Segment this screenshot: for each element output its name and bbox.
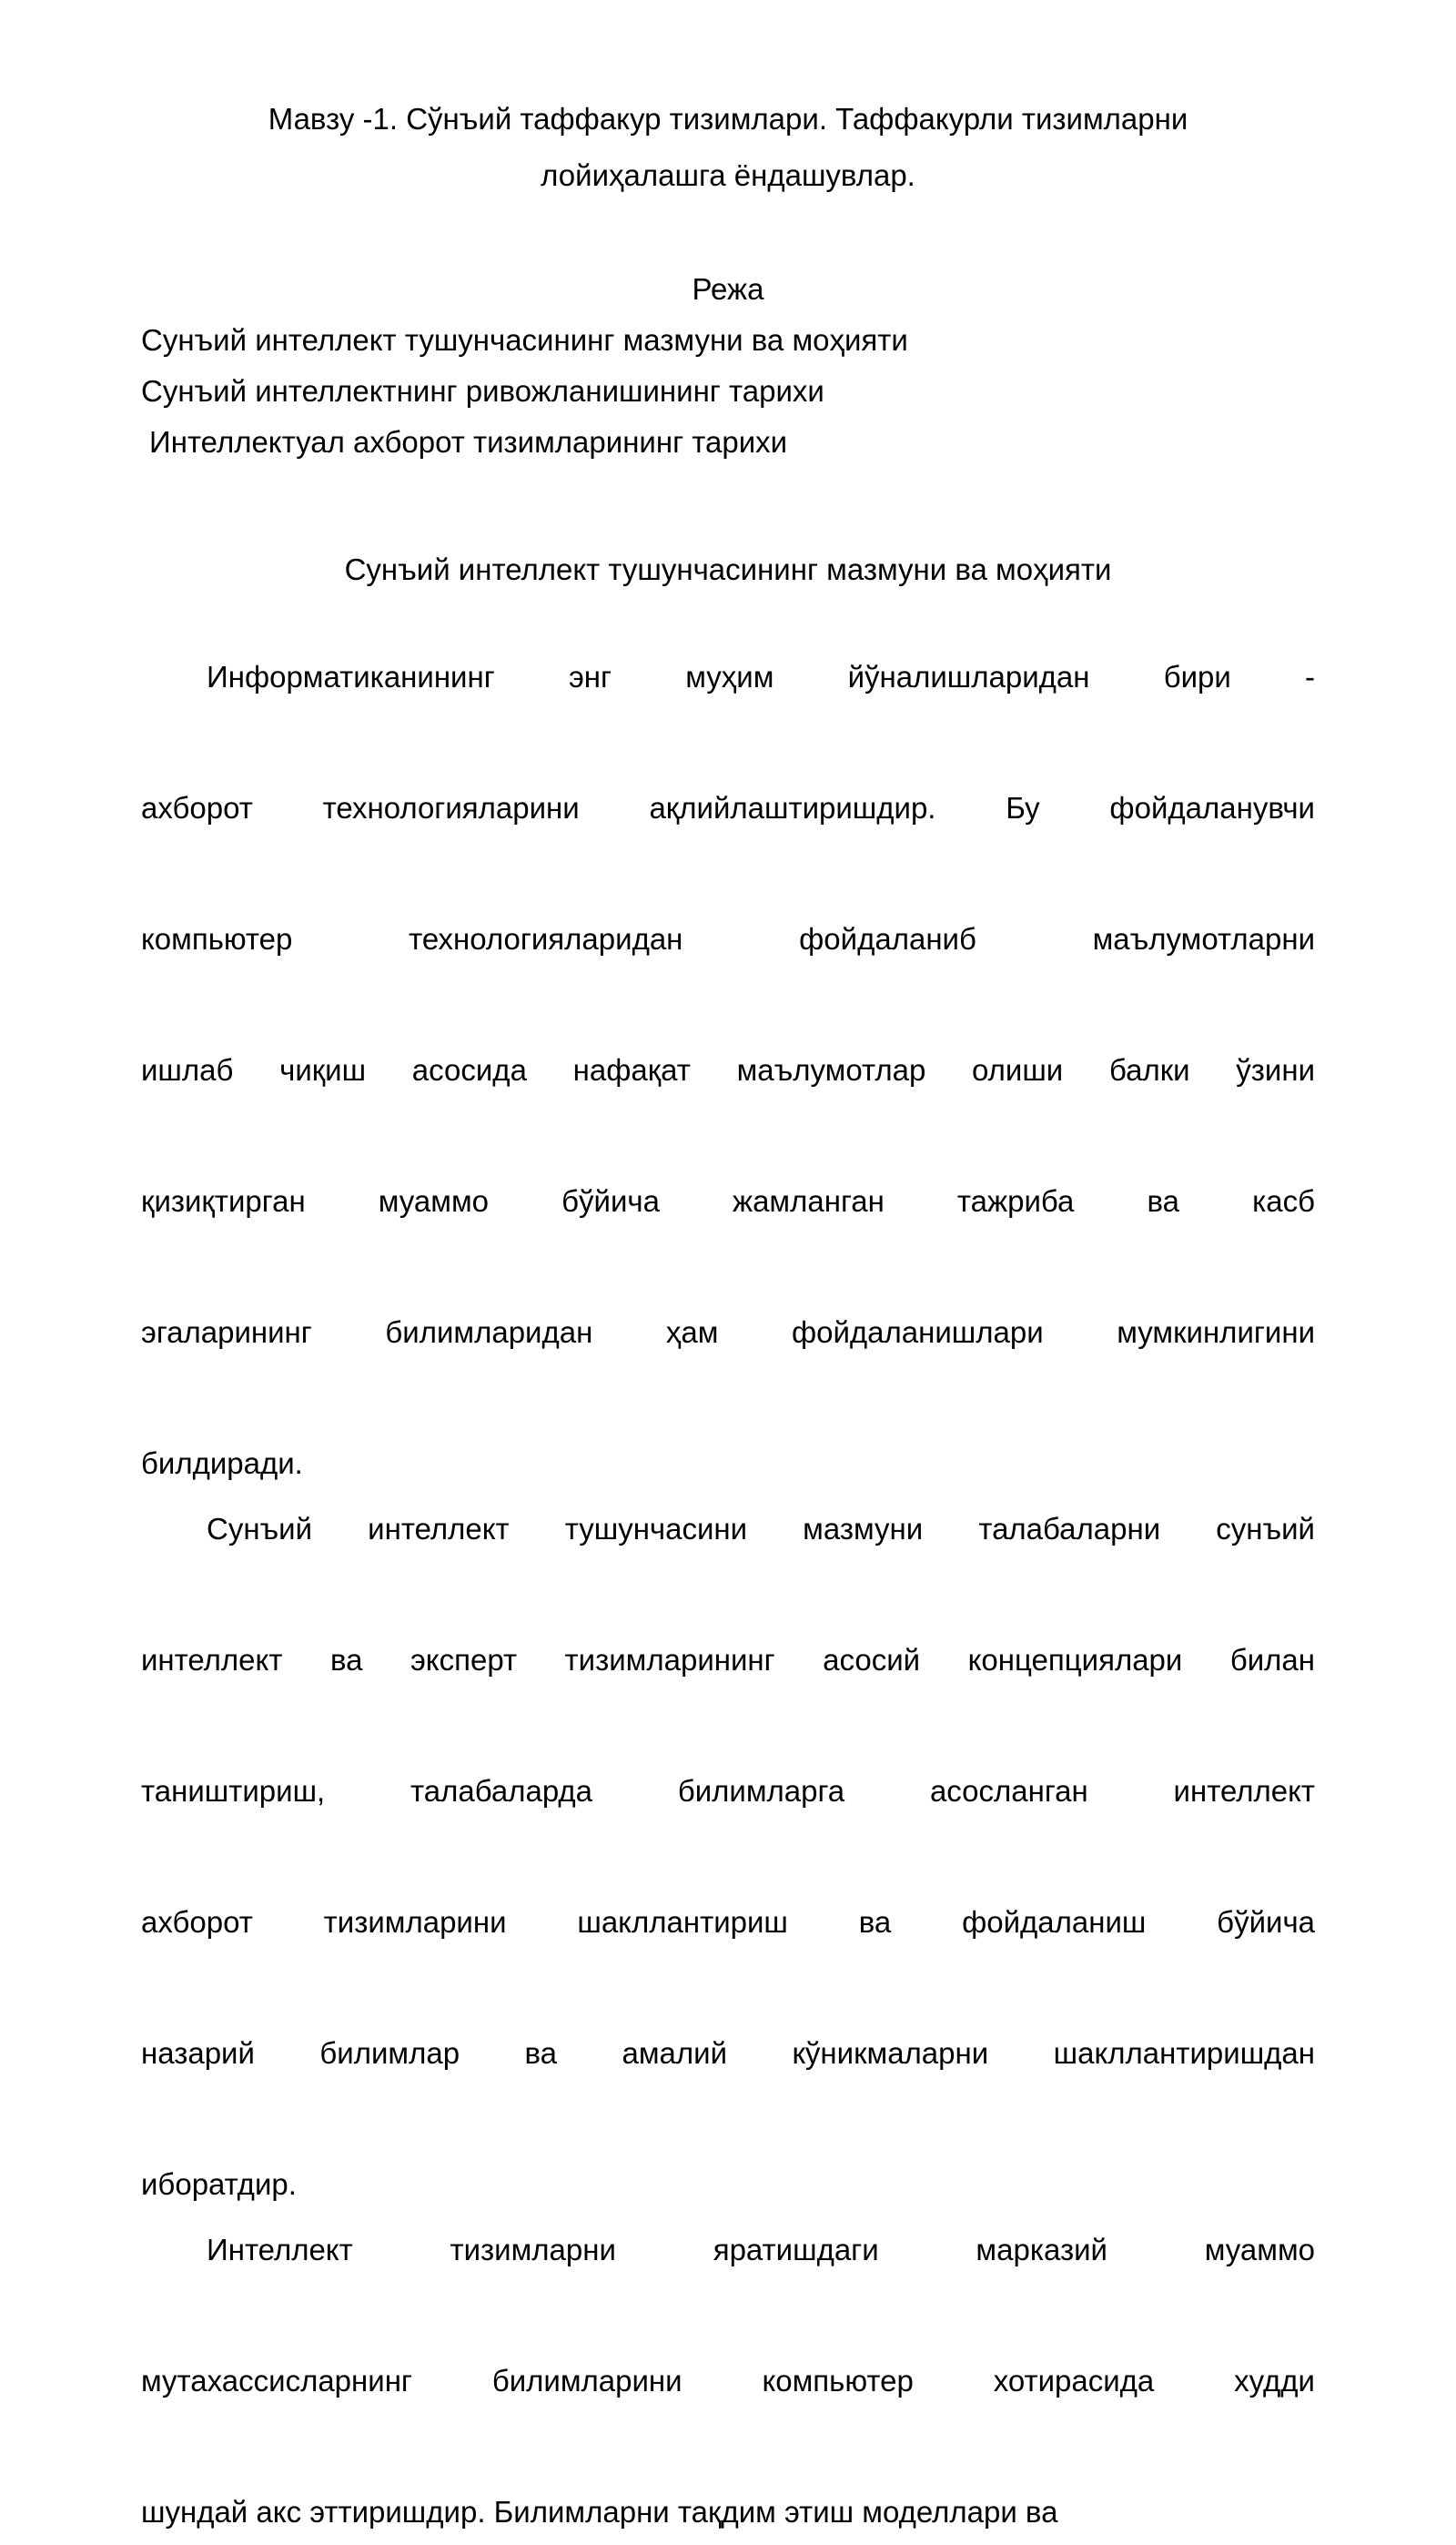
document-title [141,0,1315,204]
paragraph-line: мутахассисларнинг билимларини компьютер хотирасида худди [141,2364,1315,2398]
plan-list-item: Сунъий интеллект тушунчасининг мазмуни ва моҳияти [141,323,908,357]
paragraph-line: Сунъий интеллект тушунчасини мазмуни талабаларни сунъий [207,1512,1315,1546]
section-heading: Сунъий интеллект тушунчасининг мазмуни ва моҳияти [344,553,1112,586]
plan-list [141,315,1315,468]
plan-heading: Режа [692,272,764,306]
page-content [141,0,1315,2545]
document-title-line-2: лойиҳалашга ёндашувлар. [541,158,915,192]
paragraph-line: интеллект ва эксперт тизимларининг асосий концепциялари билан [141,1643,1315,1677]
paragraph-line: билдиради. [141,1446,303,1480]
paragraph-line: қизиқтирган муаммо бўйича жамланган тажриба ва касб [141,1184,1315,1218]
paragraph-3 [141,2217,1315,2545]
paragraph-line: ишлаб чиқиш асосида нафақат маълумотлар олиши балки ўзини [141,1053,1315,1087]
paragraph-line: компьютер технологияларидан фойдаланиб маълумотларни [141,922,1315,956]
body-text [141,595,1315,2545]
paragraph-line: ахборот технологияларини ақлийлаштиришдир. Бу фойдаланувчи [141,791,1315,825]
paragraph-line: иборатдир. [141,2167,297,2201]
paragraph-line: эгаларининг билимларидан ҳам фойдаланишлари мумкинлигини [141,1315,1315,1349]
document-title-line-1: Мавзу -1. Сўнъий таффакур тизимлари. Таффакурли тизимларни [268,102,1188,136]
paragraph-2 [141,1496,1315,2217]
paragraph-1 [141,644,1315,1496]
paragraph-line: ахборот тизимларини шакллантириш ва фойдаланиш бўйича [141,1905,1315,1939]
paragraph-line: Информатиканининг энг муҳим йўналишларидан бири - [207,660,1315,694]
paragraph-line: Интеллект тизимларни яратишдаги марказий муаммо [207,2233,1315,2266]
paragraph-line: таништириш, талабаларда билимларга асосланган интеллект [141,1774,1315,1808]
plan-list-item: Сунъий интеллектнинг ривожланишининг тарихи [141,374,824,408]
paragraph-line: назарий билимлар ва амалий кўникмаларни шакллантиришдан [141,2036,1315,2070]
paragraph-line: шундай акс эттиришдир. Билимларни тақдим этиш моделлари ва [141,2495,1058,2529]
plan-list-item: Интеллектуал ахборот тизимларининг тарихи [149,425,788,459]
